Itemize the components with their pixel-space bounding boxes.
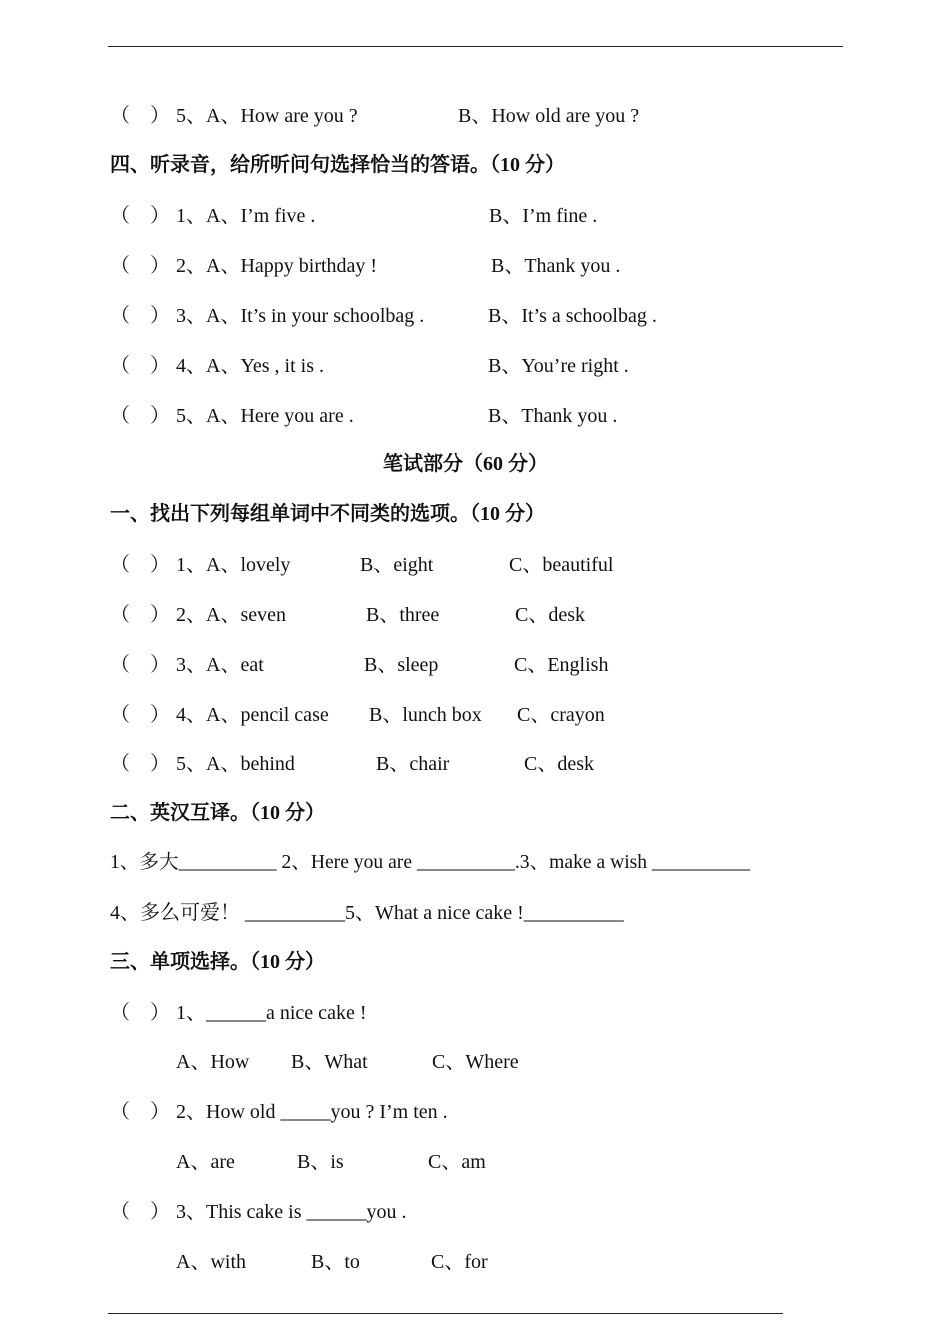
question-stem: 3、This cake is ______you . <box>176 1201 407 1223</box>
option-b: B、Thank you . <box>488 405 618 427</box>
part2-heading: 二、英汉互译。（10 分） <box>110 802 325 824</box>
answer-paren[interactable]: （ ） <box>110 654 170 676</box>
answer-paren[interactable]: （ ） <box>110 704 170 726</box>
option-b: B、three <box>366 604 440 626</box>
part3-heading: 三、单项选择。（10 分） <box>110 951 325 973</box>
answer-paren[interactable]: （ ） <box>110 405 170 427</box>
answer-paren[interactable]: （ ） <box>110 1002 170 1024</box>
part1-heading: 一、找出下列每组单词中不同类的选项。（10 分） <box>110 503 545 525</box>
answer-paren[interactable]: （ ） <box>110 305 170 327</box>
option-b: B、chair <box>376 753 450 775</box>
option-a: 3、A、eat <box>176 654 264 676</box>
answer-paren[interactable]: （ ） <box>110 1201 170 1223</box>
option-a: 1、A、I’m five . <box>176 205 316 227</box>
option-b: B、You’re right . <box>488 355 629 377</box>
option-b: B、How old are you ? <box>458 105 640 127</box>
option-a: 5、A、Here you are . <box>176 405 354 427</box>
option-b: B、It’s a schoolbag . <box>488 305 657 327</box>
bottom-rule <box>108 1313 783 1314</box>
option-b: B、Thank you . <box>491 255 621 277</box>
answer-paren[interactable]: （ ） <box>110 205 170 227</box>
translation-line-2[interactable]: 4、多么可爱！ __________5、What a nice cake !__________ <box>110 902 624 924</box>
option-c: C、Where <box>432 1051 519 1073</box>
option-b: B、eight <box>360 554 434 576</box>
option-c: C、crayon <box>517 704 605 726</box>
section4-heading: 四、听录音，给所听问句选择恰当的答语。（10 分） <box>110 154 565 176</box>
option-a: 4、A、Yes , it is . <box>176 355 324 377</box>
option-a: 2、A、Happy birthday ! <box>176 255 378 277</box>
option-c: C、desk <box>524 753 594 775</box>
answer-paren[interactable]: （ ） <box>110 355 170 377</box>
option-b: B、to <box>311 1251 360 1273</box>
option-c: C、am <box>428 1151 486 1173</box>
question-stem: 1、______a nice cake ! <box>176 1002 367 1024</box>
answer-paren[interactable]: （ ） <box>110 753 170 775</box>
option-b: B、is <box>297 1151 344 1173</box>
option-a: 5、A、behind <box>176 753 295 775</box>
option-b: B、sleep <box>364 654 439 676</box>
option-c: C、beautiful <box>509 554 614 576</box>
answer-paren[interactable]: （ ） <box>110 105 170 127</box>
option-c: C、desk <box>515 604 585 626</box>
top-rule <box>108 46 843 47</box>
answer-paren[interactable]: （ ） <box>110 604 170 626</box>
option-a: A、are <box>176 1151 235 1173</box>
answer-paren[interactable]: （ ） <box>110 255 170 277</box>
option-b: B、What <box>291 1051 368 1073</box>
option-a: A、with <box>176 1251 246 1273</box>
option-a: A、How <box>176 1051 250 1073</box>
option-a: 4、A、pencil case <box>176 704 329 726</box>
option-c: C、English <box>514 654 609 676</box>
written-section-title: 笔试部分（60 分） <box>383 453 548 475</box>
question-stem: 2、How old _____you ? I’m ten . <box>176 1101 448 1123</box>
option-b: B、lunch box <box>369 704 482 726</box>
answer-paren[interactable]: （ ） <box>110 554 170 576</box>
option-a: 2、A、seven <box>176 604 286 626</box>
question-text: 5、A、How are you ? <box>176 105 358 127</box>
option-a: 1、A、lovely <box>176 554 291 576</box>
option-c: C、for <box>431 1251 488 1273</box>
answer-paren[interactable]: （ ） <box>110 1101 170 1123</box>
option-a: 3、A、It’s in your schoolbag . <box>176 305 425 327</box>
translation-line-1[interactable]: 1、多大__________ 2、Here you are __________.3、make a wish __________ <box>110 852 750 873</box>
option-b: B、I’m fine . <box>489 205 598 227</box>
